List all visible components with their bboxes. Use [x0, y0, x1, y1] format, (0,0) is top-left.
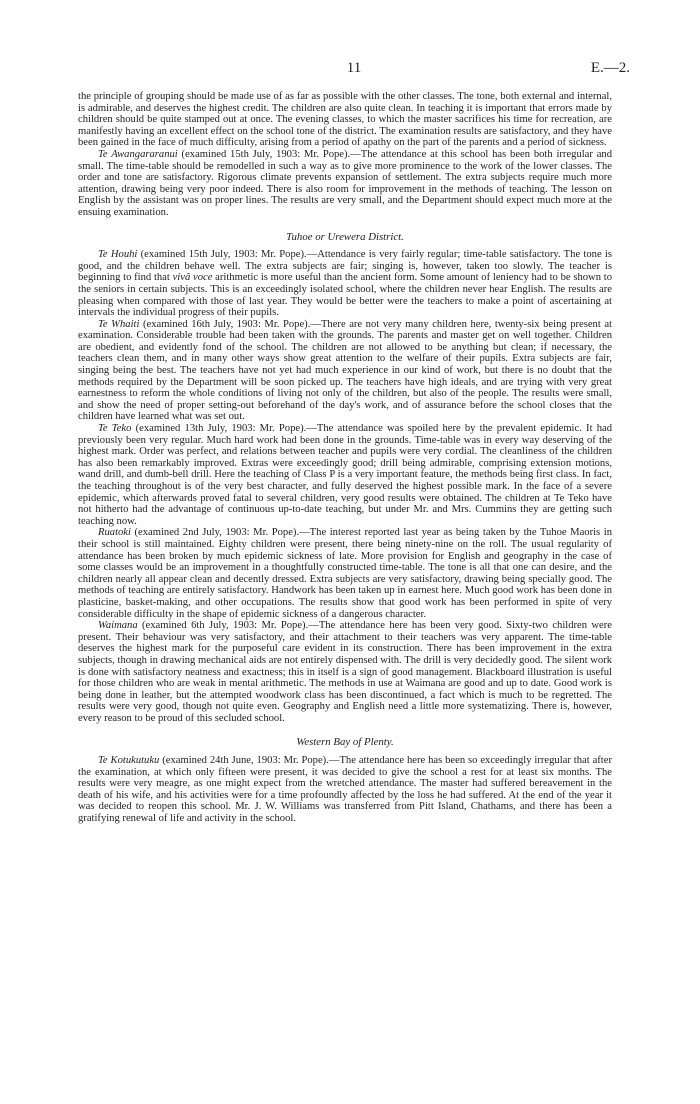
school-name: Te Whaiti: [98, 318, 140, 330]
continued-paragraph: [78, 91, 612, 149]
school-entry-te-houhi: [78, 249, 612, 319]
paragraph-text: the principle of grouping should be made use of as far as possible with the other classes. The tone, both external and internal, is admirable, and deserves the highest credit. The children are also quite clean. In teaching it is important that errors made by children should be quite stamped out at once. The evening classes, to which the master sacrifices his time for recreation, are manifestly having an excellent effect on the school tone of the district. The examination results are satisfactory, and they have been gained in the face of much difficulty, arising from a period of apathy on the part of the parents and a period of sickness.: [78, 91, 612, 149]
school-entry-te-kotukutuku: [78, 755, 612, 825]
page-header: [78, 60, 630, 82]
school-report: (examined 24th June, 1903: Mr. Pope).—The attendance here has been so exceedingly irregular that after the examination, at which only fifteen were present, it was decided to give the school a rest for at least six months. The results were very meagre, as one might expect from the wretched attendance. The master had suffered bereavement in the death of his wife, and his activities were for a time profoundly affected by the loss he had suffered. At the end of the year it was decided to reopen this school. Mr. J. W. Williams was transferred from Pitt Island, Chathams, and there has been a gratifying renewal of life and activity in the school.: [78, 755, 612, 825]
school-entry-te-teko: [78, 423, 612, 527]
school-report: (examined 6th July, 1903: Mr. Pope).—The attendance here has been very good. Sixty-two children were present. Their behaviour was very satisfactory, and their attachment to their teachers was very apparent. The time-table deserves the highest mark for the purposeful care evident in its construction. There has been improvement in the extra subjects, though in drawing mechanical aids are not entirely dispensed with. The drill is very decidedly good. The silent work is done with satisfactory neatness and exactness; this in itself is a sign of good management. Blackboard illustration is useful for those children who are weak in mental arithmetic. The methods in use at Waimana are good and up to date. Good work is being done in leather, but the attempted woodwork class has been discontinued, a fact which is much to be regretted. The results were very good, though not quite even. Geography and English need a little more systematizing. There is, however, every reason to be proud of this secluded school.: [78, 620, 612, 724]
school-name: Te Teko: [98, 423, 132, 435]
page-number: 11: [346, 60, 362, 76]
school-name: Te Kotukutuku: [98, 755, 160, 767]
school-report: (examined 2nd July, 1903: Mr. Pope).—The interest reported last year as being taken by the Tuhoe Maoris in their school is still maintained. Eighty children were present, there being ninety-nine on the roll. The usual regularity of attendance has been broken by much epidemic sickness of late. More provision for English and geography in the case of some classes would be an improvement in a thoughtfully constructed time-table. The tone is all that one can desire, and the children nearly all appear clean and decently dressed. Extra subjects are very satisfactory, drawing being specially good. The methods of teaching are entirely satisfactory. Handwork has been taken up in earnest here. Much good work has been done in plasticine, basket-making, and other occupations. The results show that good work has been performed in spite of very considerable difficulty in the shape of epidemic sickness of a dangerous character.: [78, 527, 612, 620]
school-report-continued: arithmetic is more useful than the ancient form. Some amount of leniency had to be shown to the seniors in certain subjects. This is an exceedingly isolated school, where the children never hear English. The results are pleasing when compared with those of last year. They would be better were the teachers to make a point of ascertaining at intervals the individual progress of their pupils.: [78, 272, 612, 319]
school-report: (examined 13th July, 1903: Mr. Pope).—The attendance was spoiled here by the prevalent epidemic. It had previously been very regular. Much hard work had been done in the grounds. Time-table was in every way deserving of the highest mark. Order was perfect, and relations between teacher and pupils were very cordial. The cleanliness of the children has also been remarkably improved. Extras were exceedingly good; drill being admirable, comprising extension motions, wand drill, and dumb-bell drill. Here the teaching of Class P is a very important feature, the methods being first class. In fact, the teaching throughout is of the very best character, and fully deserved the highest possible mark. In the face of a severe epidemic, which afterwards proved fatal to several children, very good results were obtained. The children at Te Teko have not hitherto had the advantage of continuous up-to-date teaching, but under Mr. and Mrs. Cummins they are getting such teaching now.: [78, 423, 613, 527]
document-reference: E.—2.: [590, 60, 630, 76]
school-report: (examined 15th July, 1903: Mr. Pope).—Attendance is very fairly regular; time-table satisfactory. The tone is good, and the children behave well. The extra subjects are fair; singing is, however, taken too slowly. The teacher is beginning to find that: [78, 249, 612, 284]
school-name: Te Houhi: [98, 249, 138, 261]
school-name: Te Awangararanui: [98, 148, 178, 160]
italic-phrase: vivâ voce: [172, 272, 213, 284]
school-name: Ruatoki: [98, 527, 131, 539]
school-entry-ruatoki: [78, 527, 612, 620]
school-report: (examined 15th July, 1903: Mr. Pope).—The attendance at this school has been both irregular and small. The time-table should be remodelled in such a way as to give more prominence to the work of the lower classes. The order and tone are satisfactory. Rigorous climate prevents expansion of settlement. The extra subjects require much more attention, drawing being very poor indeed. There is also room for improvement in the methods of teaching. The lesson on English by the assistant was on proper lines. The results are very small, and the Department should expect much more at the ensuing examination.: [78, 148, 613, 218]
district-heading-western-bay-of-plenty: Western Bay of Plenty.: [296, 736, 394, 749]
school-entry-te-whaiti: [78, 319, 612, 423]
school-name: Waimana: [98, 620, 138, 632]
school-entry-waimana: [78, 620, 612, 724]
report-body: [78, 91, 612, 825]
school-report: (examined 16th July, 1903: Mr. Pope).—There are not very many children here, twenty-six being present at examination. Considerable trouble had been taken with the grounds. The parents and master get on well together. Children are obedient, and evidently fond of the school. The children are not allowed to be anything but clean; if necessary, the teachers clean them, and in many other ways show great attention to the welfare of their pupils. Extra subjects are fair, singing being the best. The teachers have not yet had much experience in our kind of work, but there is no doubt that the methods required by the Department will be soon picked up. The teachers have high ideals, and are trying with very great earnestness to reform the whole conditions of living not only of the children, but also of the people. The results were small, and show the need of proper setting-out beforehand of the day's work, and of assurance before the school closes that the children have learned what was set out.: [78, 318, 612, 423]
school-entry-te-awangararanui: [78, 149, 612, 219]
district-heading-tuhoe: Tuhoe or Urewera District.: [286, 230, 404, 243]
